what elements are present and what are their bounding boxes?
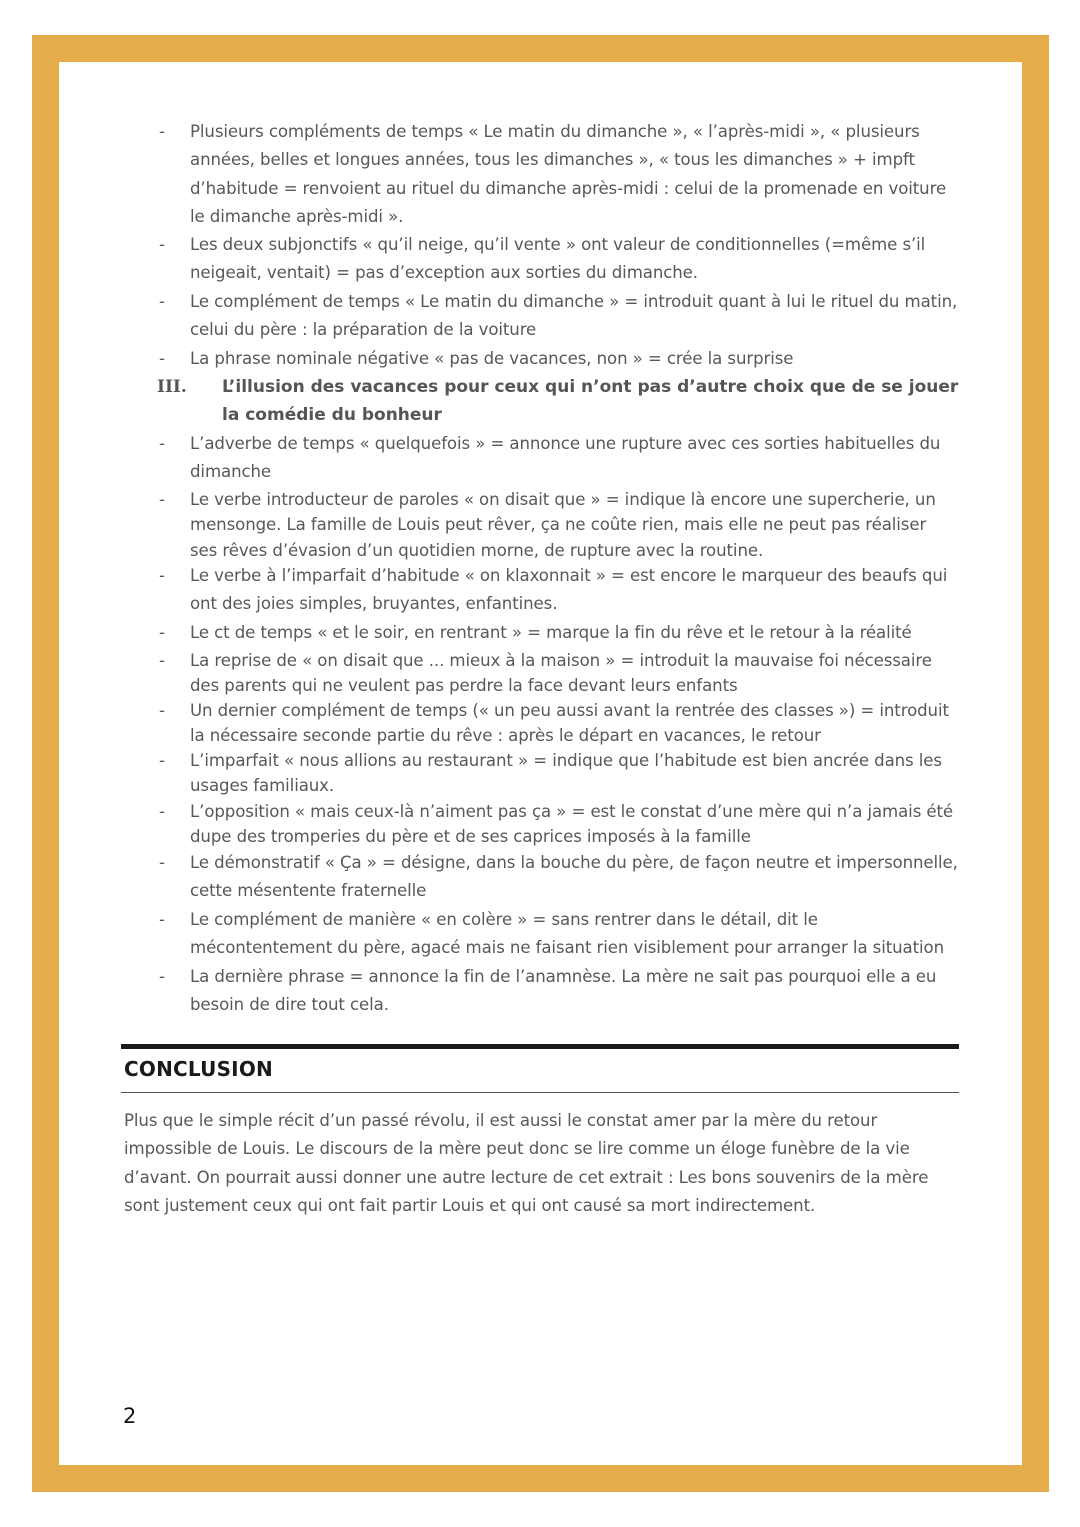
bullet-dash: - [159, 349, 165, 368]
list-item-text: Les deux subjonctifs « qu’il neige, qu’il vente » ont valeur de conditionnelles (=même s’il neigeait, ventait) = pas d’exception aux sorties du dimanche. [190, 235, 926, 283]
bullet-dash: - [159, 651, 165, 670]
list-item [159, 799, 958, 850]
bullet-dash: - [159, 434, 165, 453]
list-item [159, 849, 958, 906]
conclusion-heading: CONCLUSION [124, 1057, 273, 1081]
conclusion-top-rule [121, 1044, 959, 1049]
bullet-dash: - [159, 566, 165, 585]
list-item [159, 619, 958, 647]
list-item [159, 748, 958, 799]
bullet-dash: - [159, 853, 165, 872]
list-item-text: L’imparfait « nous allions au restaurant » = indique que l’habitude est bien ancrée dans les usages familiaux. [190, 751, 942, 796]
bullet-dash: - [159, 701, 165, 720]
section-title: L’illusion des vacances pour ceux qui n’ont pas d’autre choix que de se jouer la comédie du bonheur [222, 377, 959, 426]
bullet-dash: - [159, 122, 165, 141]
list-item [159, 906, 958, 963]
section-number: III. [157, 377, 187, 397]
list-item-text: Plusieurs compléments de temps « Le matin du dimanche », « l’après-midi », « plusieurs années, belles et longues années, tous les dimanches », « tous les dimanches » + impft d’habitude = renvoient au rituel du dimanche après-midi : celui de la promenade en voiture le dimanche après-midi ». [190, 122, 947, 227]
list-item-text: Le complément de temps « Le matin du dimanche » = introduit quant à lui le rituel du matin, celui du père : la préparation de la voiture [190, 292, 958, 340]
list-item-text: Le démonstratif « Ça » = désigne, dans la bouche du père, de façon neutre et impersonnelle, cette mésentente fraternelle [190, 853, 958, 901]
list-item [159, 562, 958, 619]
list-item-text: La phrase nominale négative « pas de vacances, non » = crée la surprise [190, 349, 794, 368]
conclusion-bottom-rule [121, 1092, 959, 1093]
list-item [159, 430, 958, 487]
document-page [59, 62, 1022, 1465]
list-item [159, 345, 958, 373]
list-item-text: Le verbe à l’imparfait d’habitude « on klaxonnait » = est encore le marqueur des beaufs qui ont des joies simples, bruyantes, enfantines. [190, 566, 948, 614]
bullet-dash: - [159, 292, 165, 311]
list-item [159, 288, 958, 345]
list-item-text: Un dernier complément de temps (« un peu aussi avant la rentrée des classes ») = introduit la nécessaire seconde partie du rêve : après le départ en vacances, le retour [190, 701, 949, 746]
list-item-text: Le verbe introducteur de paroles « on disait que » = indique là encore une supercherie, un mensonge. La famille de Louis peut rêver, ça ne coûte rien, mais elle ne peut pas réaliser ses rêves d’évasion d’un quotidien morne, de rupture avec la routine. [190, 490, 936, 560]
bullet-dash: - [159, 910, 165, 929]
page-number: 2 [123, 1404, 137, 1428]
list-item [159, 118, 958, 232]
conclusion-paragraph: Plus que le simple récit d’un passé révolu, il est aussi le constat amer par la mère du retour impossible de Louis. Le discours de la mère peut donc se lire comme un éloge funèbre de la vie d’avant. On pourrait aussi donner une autre lecture de cet extrait : Les bons souvenirs de la mère sont justement ceux qui ont fait partir Louis et qui ont causé sa mort indirectement. [124, 1111, 929, 1216]
bullet-dash: - [159, 490, 165, 509]
bullet-dash: - [159, 751, 165, 770]
list-item [159, 231, 958, 288]
list-item-text: L’adverbe de temps « quelquefois » = annonce une rupture avec ces sorties habituelles du dimanche [190, 434, 941, 482]
list-item-text: Le complément de manière « en colère » = sans rentrer dans le détail, dit le mécontentement du père, agacé mais ne faisant rien visiblement pour arranger la situation [190, 910, 945, 958]
list-item [159, 963, 958, 1020]
list-item-text: La dernière phrase = annonce la fin de l’anamnèse. La mère ne sait pas pourquoi elle a eu besoin de dire tout cela. [190, 967, 937, 1015]
bullet-dash: - [159, 802, 165, 821]
bullet-dash: - [159, 967, 165, 986]
list-item-text: La reprise de « on disait que ... mieux à la maison » = introduit la mauvaise foi nécessaire des parents qui ne veulent pas perdre la face devant leurs enfants [190, 651, 932, 696]
bullet-dash: - [159, 235, 165, 254]
list-item-text: L’opposition « mais ceux-là n’aiment pas ça » = est le constat d’une mère qui n’a jamais été dupe des tromperies du père et de ses caprices imposés à la famille [190, 802, 954, 847]
list-item [159, 648, 958, 699]
list-item [159, 487, 958, 563]
list-item [159, 698, 958, 749]
bullet-dash: - [159, 623, 165, 642]
list-item-text: Le ct de temps « et le soir, en rentrant » = marque la fin du rêve et le retour à la réalité [190, 623, 912, 642]
